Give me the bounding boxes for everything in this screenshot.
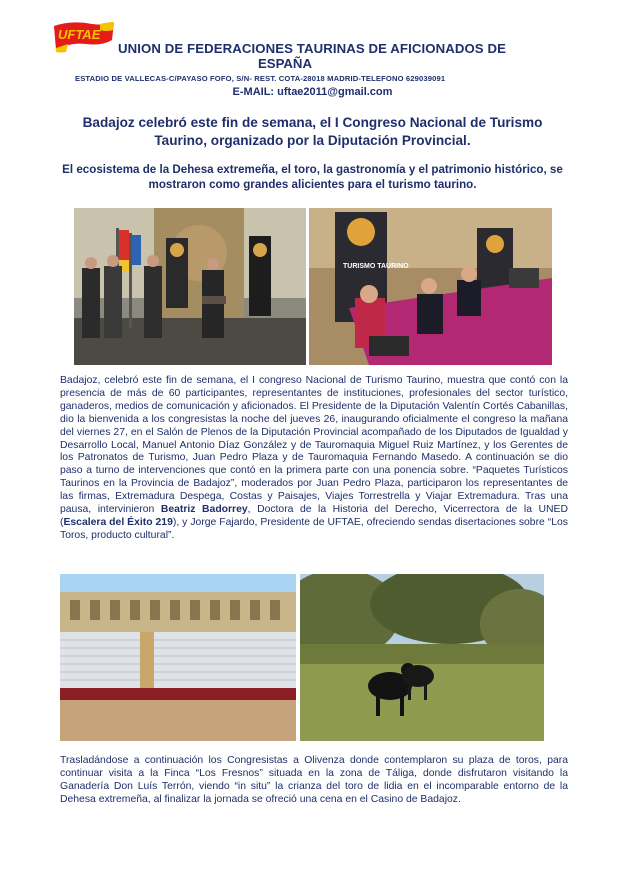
article-subheadline: El ecosistema de la Dehesa extremeña, el toro, la gastronomía y el patrimonio histórico, se mostraron como grandes alicientes para el turismo taurino. — [62, 163, 563, 191]
reference-escalera: Escalera del Éxito 219 — [63, 516, 173, 528]
uftae-logo — [52, 20, 116, 54]
organization-email: E-MAIL: uftae2011@gmail.com — [232, 86, 393, 98]
article-paragraph-2: Trasladándose a continuación los Congresistas a Olivenza donde contemplaron su plaza de toros, para continuar visita a la Finca “Los Fresnos” situada en la zona de Táliga, donde disfrutaron visitando la Ganadería Don Luís Terrón, viendo “in situ” la crianza del toro de lidia en el incomparable entorno de la Dehesa extremeña, al finalizar la jornada se ofreció una cena en el Casino de Badajoz. — [60, 755, 568, 805]
organization-title: UNION DE FEDERACIONES TAURINAS DE AFICIONADOS DE — [118, 41, 506, 56]
logo-text: UFTAE — [58, 27, 101, 42]
article-paragraph-1: Badajoz, celebró este fin de semana, el I congreso Nacional de Turismo Taurino, muestra que contó con la presencia de más de 60 participantes, representantes de instituciones, profesionales del sector turístico, ganaderos, medios de comunicación y aficionados. El Presidente de la Diputación Valentín Cortés Cabanillas, dio la bienvenida a los congresistas la noche del jueves 26, inaugurando oficialmente el congreso la mañana del viernes 27, en el Salón de Plenos de la Diputación Provincial acompañado de los Diputados de Igualdad y Desarrollo Local, Manuel Antonio Díaz González y de Tauromaquia Miguel Ruiz Martínez, y los Gerentes de los Patronatos de Turismo, Juan Pedro Plaza y de Tauromaquia Fernando Masedo. A continuación se dio paso a turno de intervenciones que contó en la primera parte con una ponencia sobre. “Paquetes Turísticos Taurinos en la Provincia de Badajoz”, moderados por Juan Pedro Plaza, participaron los representantes de las firmas, Extremadura Despega, Costas y Paisajes, Viajes Torrestrella y Viajar Extremadura. Tras una pausa, intervinieron Beatriz Badorrey, Doctora de la Historia del Derecho, Vicerrectora de la UNED (Escalera del Éxito 219), y Jorge Fajardo, Presidente de UFTAE, ofreciendo sendas disertaciones sobre “Los Toros, producto cultural”. — [60, 375, 568, 541]
photo-bullring-olivenza — [60, 574, 296, 741]
photo-bulls-dehesa — [300, 574, 544, 741]
photo-congress-panel — [309, 208, 552, 365]
photo-officials-podium — [74, 208, 306, 365]
article-headline: Badajoz celebró este fin de semana, el I Congreso Nacional de Turismo Taurino, organizado por la Diputación Provincial. — [82, 115, 543, 148]
organization-address: ESTADIO DE VALLECAS-C/PAYASO FOFO, S/N- REST. COTA-28018 MADRID-TELEFONO 629039091 — [75, 74, 446, 83]
speaker-name: Beatriz Badorrey — [160, 504, 248, 516]
organization-title-country: ESPAÑA — [258, 56, 312, 71]
poster-text: TURISMO TAURINO — [343, 263, 409, 270]
